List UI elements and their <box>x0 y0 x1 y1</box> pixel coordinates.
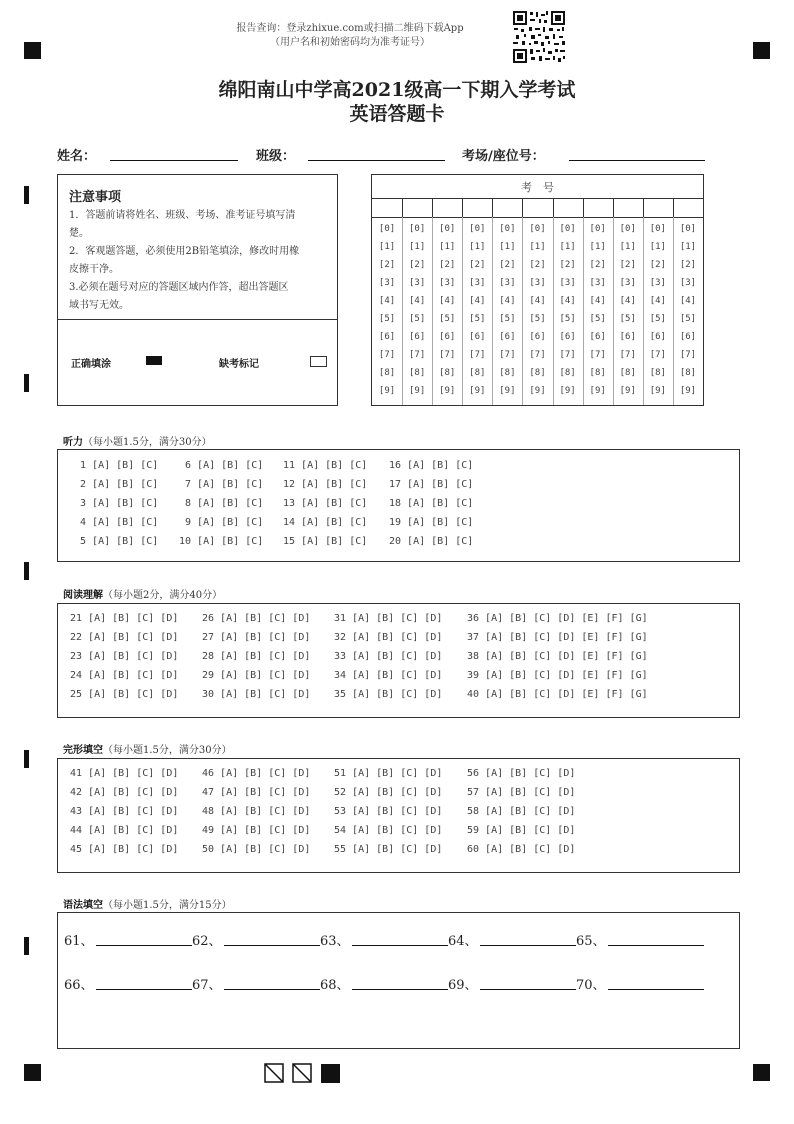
exam-id-column-divider <box>643 198 644 217</box>
seat-field[interactable] <box>569 160 705 161</box>
answer-row[interactable]: 58 [A] [B] [C] [D] <box>467 806 576 817</box>
exam-id-bubble[interactable]: [0] <box>529 224 546 234</box>
answer-row[interactable]: 51 [A] [B] [C] [D] <box>334 768 443 779</box>
exam-id-bubble[interactable]: [2] <box>408 260 426 270</box>
header-line-2: （用户名和初始密码均为准考证号） <box>270 37 430 48</box>
exam-id-bubble[interactable]: [1] <box>499 242 516 252</box>
exam-id-bubble[interactable]: [8] <box>679 368 697 378</box>
exam-id-bubble[interactable]: [5] <box>439 314 456 324</box>
grammar-item-number: 62、 <box>192 934 222 949</box>
exam-id-bubble[interactable]: [2] <box>499 260 516 270</box>
cloze-title-label: 完形填空 <box>63 745 103 756</box>
timing-bar <box>24 937 29 955</box>
correct-fill-label: 正确填涂 <box>71 359 111 370</box>
answer-row[interactable]: 54 [A] [B] [C] [D] <box>334 825 443 836</box>
exam-id-bubble[interactable]: [2] <box>679 260 697 270</box>
exam-id-bubble[interactable]: [0] <box>469 224 486 234</box>
timing-bar <box>24 750 29 768</box>
exam-id-bubble[interactable]: [3] <box>649 278 666 288</box>
answer-row[interactable]: 15 [A] [B] [C] <box>283 536 368 547</box>
notes-line: 2．客观题答题，必须使用2B铅笔填涂，修改时用橡 <box>69 246 300 257</box>
exam-id-bubble[interactable]: [6] <box>649 332 666 342</box>
grammar-blank[interactable] <box>96 945 192 946</box>
exam-id-bubble[interactable]: [1] <box>439 242 456 252</box>
grammar-item-number: 67、 <box>192 978 222 993</box>
answer-row[interactable]: 48 [A] [B] [C] [D] <box>202 806 311 817</box>
exam-id-bubble[interactable]: [5] <box>619 314 636 324</box>
exam-id-bubble[interactable]: [8] <box>499 368 516 378</box>
exam-id-bubble[interactable]: [0] <box>679 224 697 234</box>
exam-id-bubble[interactable]: [0] <box>559 224 576 234</box>
notes-line: 域书写无效。 <box>69 300 129 311</box>
answer-row[interactable]: 25 [A] [B] [C] [D] <box>70 689 179 700</box>
answer-row[interactable]: 30 [A] [B] [C] [D] <box>202 689 311 700</box>
answer-row[interactable]: 26 [A] [B] [C] [D] <box>202 613 311 624</box>
answer-row[interactable]: 38 [A] [B] [C] [D] [E] [F] [G] <box>467 651 648 662</box>
exam-id-column-divider <box>462 198 463 217</box>
answer-row[interactable]: 45 [A] [B] [C] [D] <box>70 844 179 855</box>
exam-id-bubble[interactable]: [9] <box>469 386 486 396</box>
answer-row[interactable]: 44 [A] [B] [C] [D] <box>70 825 179 836</box>
exam-id-bubble[interactable]: [4] <box>649 296 666 306</box>
answer-row[interactable]: 23 [A] [B] [C] [D] <box>70 651 179 662</box>
exam-id-bubble[interactable]: [8] <box>619 368 636 378</box>
absent-mark-checkbox[interactable] <box>310 356 327 367</box>
timing-bar <box>24 186 29 204</box>
cloze-title <box>63 741 232 756</box>
answer-row[interactable]: 28 [A] [B] [C] [D] <box>202 651 311 662</box>
answer-row[interactable]: 43 [A] [B] [C] [D] <box>70 806 179 817</box>
exam-id-bubble[interactable]: [2] <box>439 260 456 270</box>
exam-id-bubble[interactable]: [8] <box>408 368 426 378</box>
exam-id-bubble[interactable]: [9] <box>559 386 576 396</box>
answer-row[interactable]: 40 [A] [B] [C] [D] [E] [F] [G] <box>467 689 648 700</box>
exam-id-column-divider <box>402 198 403 217</box>
answer-row[interactable]: 35 [A] [B] [C] [D] <box>334 689 443 700</box>
registration-mark-top-left <box>24 42 41 59</box>
answer-row[interactable]: 41 [A] [B] [C] [D] <box>70 768 179 779</box>
exam-id-bubble[interactable]: [6] <box>529 332 546 342</box>
answer-row[interactable]: 60 [A] [B] [C] [D] <box>467 844 576 855</box>
absent-mark-label: 缺考标记 <box>219 359 259 370</box>
answer-row[interactable]: 24 [A] [B] [C] [D] <box>70 670 179 681</box>
exam-id-bubble[interactable]: [6] <box>679 332 697 342</box>
exam-id-bubble[interactable]: [8] <box>439 368 456 378</box>
title-line-1: 绵阳南山中学高2021级高一下期入学考试 <box>218 79 576 101</box>
exam-id-bubble[interactable]: [4] <box>589 296 606 306</box>
grammar-blank[interactable] <box>608 945 704 946</box>
grammar-item-number: 63、 <box>320 934 350 949</box>
notes-body <box>69 207 331 315</box>
exam-id-bubble[interactable]: [0] <box>589 224 606 234</box>
exam-id-bubble[interactable]: [0] <box>619 224 636 234</box>
seat-label: 考场/座位号： <box>462 149 545 164</box>
exam-id-title: 考 号 <box>521 181 554 194</box>
exam-id-bubble[interactable]: [7] <box>559 350 576 360</box>
exam-id-bubble[interactable]: [4] <box>408 296 426 306</box>
exam-id-bubble[interactable]: [8] <box>559 368 576 378</box>
exam-id-bubble[interactable]: [9] <box>589 386 606 396</box>
exam-id-bubble[interactable]: [4] <box>619 296 636 306</box>
listening-title-label: 听力 <box>63 437 83 448</box>
grammar-title-label: 语法填空 <box>63 900 103 911</box>
exam-id-bubble[interactable]: [5] <box>679 314 697 324</box>
answer-row[interactable]: 55 [A] [B] [C] [D] <box>334 844 443 855</box>
answer-row[interactable]: 17 [A] [B] [C] <box>389 479 474 490</box>
grammar-blank[interactable] <box>480 989 576 990</box>
exam-id-bubble[interactable]: [8] <box>649 368 666 378</box>
registration-mark-bottom-right <box>753 1064 770 1081</box>
exam-id-bubble[interactable]: [6] <box>589 332 606 342</box>
answer-row[interactable]: 33 [A] [B] [C] [D] <box>334 651 443 662</box>
answer-row[interactable]: 22 [A] [B] [C] [D] <box>70 632 179 643</box>
exam-id-bubble[interactable]: [1] <box>529 242 546 252</box>
grammar-item-number: 66、 <box>64 978 94 993</box>
exam-id-bubble[interactable]: [2] <box>649 260 666 270</box>
grammar-item-number: 69、 <box>448 978 478 993</box>
grammar-blank[interactable] <box>224 989 320 990</box>
grammar-blank[interactable] <box>480 945 576 946</box>
reading-box <box>57 603 740 718</box>
grammar-item-number: 68、 <box>320 978 350 993</box>
exam-id-bubble[interactable]: [5] <box>469 314 486 324</box>
timing-bar <box>24 562 29 580</box>
exam-id-bubble[interactable]: [7] <box>469 350 486 360</box>
correct-fill-sample <box>146 356 162 365</box>
exam-id-title-divider <box>372 198 703 199</box>
answer-row[interactable]: 42 [A] [B] [C] [D] <box>70 787 179 798</box>
notes-line: 1．答题前请将姓名、班级、考场、准考证号填写清 <box>69 210 296 221</box>
exam-id-bubble[interactable]: [8] <box>378 368 396 378</box>
exam-id-bubble[interactable]: [1] <box>559 242 576 252</box>
exam-id-bubble[interactable]: [3] <box>679 278 697 288</box>
answer-row[interactable]: 4 [A] [B] [C] <box>74 517 159 528</box>
exam-id-bubble[interactable]: [5] <box>589 314 606 324</box>
page-code-marks <box>264 1062 342 1084</box>
grammar-blank[interactable] <box>224 945 320 946</box>
exam-id-bubble[interactable]: [0] <box>649 224 666 234</box>
exam-id-bubble[interactable]: [6] <box>499 332 516 342</box>
exam-id-column-divider <box>583 198 584 217</box>
exam-id-bubble[interactable]: [0] <box>378 224 396 234</box>
exam-id-bubble[interactable]: [8] <box>589 368 606 378</box>
exam-id-bubble[interactable]: [4] <box>679 296 697 306</box>
answer-row[interactable]: 5 [A] [B] [C] <box>74 536 159 547</box>
exam-id-bubble[interactable]: [5] <box>378 314 396 324</box>
exam-id-bubble[interactable]: [5] <box>649 314 666 324</box>
cloze-box <box>57 758 740 873</box>
exam-id-bubble[interactable]: [4] <box>529 296 546 306</box>
notes-title: 注意事项 <box>69 190 122 205</box>
exam-id-bubble[interactable]: [8] <box>469 368 486 378</box>
answer-row[interactable]: 9 [A] [B] [C] <box>179 517 264 528</box>
exam-id-bubble[interactable]: [9] <box>619 386 636 396</box>
exam-id-bubble[interactable]: [4] <box>439 296 456 306</box>
listening-note: （每小题1.5分，满分30分） <box>83 437 212 448</box>
exam-id-bubble[interactable]: [1] <box>469 242 486 252</box>
exam-id-bubble[interactable]: [4] <box>499 296 516 306</box>
notes-divider <box>58 319 337 320</box>
grammar-blank[interactable] <box>352 989 448 990</box>
exam-id-bubble[interactable]: [1] <box>649 242 666 252</box>
class-label: 班级： <box>256 149 296 164</box>
answer-row[interactable]: 29 [A] [B] [C] [D] <box>202 670 311 681</box>
exam-id-bubble[interactable]: [7] <box>679 350 697 360</box>
grammar-box <box>57 912 740 1049</box>
exam-id-bubble[interactable]: [3] <box>589 278 606 288</box>
exam-id-column-divider <box>553 198 554 217</box>
exam-id-bubble[interactable]: [6] <box>619 332 636 342</box>
exam-id-bubble[interactable]: [3] <box>469 278 486 288</box>
exam-id-bubble[interactable]: [0] <box>439 224 456 234</box>
grammar-item-number: 65、 <box>576 934 606 949</box>
exam-id-bubble[interactable]: [5] <box>499 314 516 324</box>
grammar-item-number: 70、 <box>576 978 606 993</box>
exam-id-bubble[interactable]: [9] <box>439 386 456 396</box>
exam-id-bubble[interactable]: [3] <box>439 278 456 288</box>
exam-id-bubble[interactable]: [1] <box>679 242 697 252</box>
grammar-item-number: 64、 <box>448 934 478 949</box>
exam-id-column-divider <box>492 198 493 217</box>
grammar-title <box>63 896 232 911</box>
answer-row[interactable]: 6 [A] [B] [C] <box>179 460 264 471</box>
notes-line: 楚。 <box>69 228 89 239</box>
exam-id-bubble[interactable]: [9] <box>408 386 426 396</box>
exam-id-bubble[interactable]: [6] <box>469 332 486 342</box>
notes-line: 3.必须在题号对应的答题区域内作答，超出答题区 <box>69 282 289 293</box>
answer-row[interactable]: 3 [A] [B] [C] <box>74 498 159 509</box>
exam-id-bubble[interactable]: [6] <box>559 332 576 342</box>
answer-row[interactable]: 47 [A] [B] [C] [D] <box>202 787 311 798</box>
exam-id-bubble[interactable]: [3] <box>619 278 636 288</box>
reading-title-label: 阅读理解 <box>63 590 103 601</box>
name-field[interactable] <box>110 160 238 161</box>
exam-id-bubble[interactable]: [7] <box>499 350 516 360</box>
answer-row[interactable]: 27 [A] [B] [C] [D] <box>202 632 311 643</box>
answer-row[interactable]: 12 [A] [B] [C] <box>283 479 368 490</box>
answer-row[interactable]: 13 [A] [B] [C] <box>283 498 368 509</box>
exam-id-bubble[interactable]: [7] <box>619 350 636 360</box>
exam-id-bubble[interactable]: [7] <box>378 350 396 360</box>
listening-title <box>63 433 212 448</box>
grammar-blank[interactable] <box>608 989 704 990</box>
answer-row[interactable]: 8 [A] [B] [C] <box>179 498 264 509</box>
reading-note: （每小题2分，满分40分） <box>103 590 223 601</box>
exam-id-bubble[interactable]: [4] <box>469 296 486 306</box>
exam-id-bubble[interactable]: [6] <box>439 332 456 342</box>
exam-id-bubble[interactable]: [1] <box>589 242 606 252</box>
answer-row[interactable]: 19 [A] [B] [C] <box>389 517 474 528</box>
exam-id-bubble[interactable]: [8] <box>529 368 546 378</box>
exam-id-bubble[interactable]: [7] <box>589 350 606 360</box>
exam-id-bubble[interactable]: [6] <box>408 332 426 342</box>
exam-id-bubble[interactable]: [2] <box>529 260 546 270</box>
answer-row[interactable]: 50 [A] [B] [C] [D] <box>202 844 311 855</box>
answer-row[interactable]: 36 [A] [B] [C] [D] [E] [F] [G] <box>467 613 648 624</box>
exam-id-bubble[interactable]: [5] <box>408 314 426 324</box>
exam-id-bubble[interactable]: [9] <box>378 386 396 396</box>
exam-id-bubble[interactable]: [0] <box>408 224 426 234</box>
timing-bar <box>24 374 29 392</box>
header-line-1: 报告查询：登录zhixue.com或扫描二维码下载App <box>236 23 464 34</box>
exam-id-bubble[interactable]: [2] <box>589 260 606 270</box>
answer-row[interactable]: 37 [A] [B] [C] [D] [E] [F] [G] <box>467 632 648 643</box>
answer-row[interactable]: 1 [A] [B] [C] <box>74 460 159 471</box>
exam-id-bubble[interactable]: [3] <box>499 278 516 288</box>
exam-id-column-divider <box>613 198 614 217</box>
registration-mark-top-right <box>753 42 770 59</box>
answer-row[interactable]: 49 [A] [B] [C] [D] <box>202 825 311 836</box>
exam-id-column-divider <box>673 198 674 217</box>
exam-id-bubble[interactable]: [3] <box>408 278 426 288</box>
answer-row[interactable]: 53 [A] [B] [C] [D] <box>334 806 443 817</box>
answer-row[interactable]: 56 [A] [B] [C] [D] <box>467 768 576 779</box>
exam-id-bubble[interactable]: [4] <box>378 296 396 306</box>
exam-id-bubble[interactable]: [3] <box>378 278 396 288</box>
answer-row[interactable]: 10 [A] [B] [C] <box>179 536 264 547</box>
answer-row[interactable]: 59 [A] [B] [C] [D] <box>467 825 576 836</box>
listening-box <box>57 449 740 562</box>
notes-box <box>57 174 338 406</box>
exam-id-bubble[interactable]: [4] <box>559 296 576 306</box>
exam-id-bubble[interactable]: [2] <box>469 260 486 270</box>
exam-id-bubble[interactable]: [2] <box>378 260 396 270</box>
answer-row[interactable]: 34 [A] [B] [C] [D] <box>334 670 443 681</box>
exam-id-bubble[interactable]: [5] <box>559 314 576 324</box>
notes-line: 皮擦干净。 <box>69 264 119 275</box>
answer-row[interactable]: 20 [A] [B] [C] <box>389 536 474 547</box>
answer-row[interactable]: 7 [A] [B] [C] <box>179 479 264 490</box>
answer-row[interactable]: 18 [A] [B] [C] <box>389 498 474 509</box>
exam-id-bubble[interactable]: [5] <box>529 314 546 324</box>
exam-id-bubble[interactable]: [9] <box>499 386 516 396</box>
class-field[interactable] <box>308 160 445 161</box>
exam-id-bubble[interactable]: [3] <box>559 278 576 288</box>
answer-row[interactable]: 16 [A] [B] [C] <box>389 460 474 471</box>
answer-row[interactable]: 57 [A] [B] [C] [D] <box>467 787 576 798</box>
exam-id-bubble[interactable]: [9] <box>649 386 666 396</box>
reading-title <box>63 586 222 601</box>
cloze-note: （每小题1.5分，满分30分） <box>103 745 232 756</box>
grammar-note: （每小题1.5分，满分15分） <box>103 900 232 911</box>
exam-id-bubble[interactable]: [2] <box>559 260 576 270</box>
name-label: 姓名： <box>57 149 97 164</box>
exam-id-bubble[interactable]: [1] <box>378 242 396 252</box>
answer-row[interactable]: 14 [A] [B] [C] <box>283 517 368 528</box>
registration-mark-bottom-left <box>24 1064 41 1081</box>
page-title <box>0 78 794 126</box>
exam-id-bubble[interactable]: [1] <box>408 242 426 252</box>
exam-id-input-divider <box>372 217 703 218</box>
grammar-blank[interactable] <box>352 945 448 946</box>
answer-row[interactable]: 11 [A] [B] [C] <box>283 460 368 471</box>
exam-id-bubble[interactable]: [2] <box>619 260 636 270</box>
exam-id-bubble[interactable]: [9] <box>529 386 546 396</box>
answer-row[interactable]: 31 [A] [B] [C] [D] <box>334 613 443 624</box>
exam-id-bubble[interactable]: [0] <box>499 224 516 234</box>
exam-id-bubble[interactable]: [6] <box>378 332 396 342</box>
answer-row[interactable]: 21 [A] [B] [C] [D] <box>70 613 179 624</box>
exam-id-bubble[interactable]: [7] <box>439 350 456 360</box>
grammar-blank[interactable] <box>96 989 192 990</box>
answer-row[interactable]: 2 [A] [B] [C] <box>74 479 159 490</box>
answer-row[interactable]: 46 [A] [B] [C] [D] <box>202 768 311 779</box>
exam-id-bubble[interactable]: [1] <box>619 242 636 252</box>
exam-id-bubble[interactable]: [7] <box>408 350 426 360</box>
exam-id-bubble[interactable]: [7] <box>529 350 546 360</box>
title-line-2: 英语答题卡 <box>349 103 445 125</box>
header-info <box>200 22 500 50</box>
answer-row[interactable]: 52 [A] [B] [C] [D] <box>334 787 443 798</box>
exam-id-bubble[interactable]: [7] <box>649 350 666 360</box>
grammar-item-number: 61、 <box>64 934 94 949</box>
exam-id-column-divider <box>432 198 433 217</box>
qr-code-icon <box>512 10 566 64</box>
answer-row[interactable]: 32 [A] [B] [C] [D] <box>334 632 443 643</box>
exam-id-grid <box>371 174 704 406</box>
exam-id-column-divider <box>522 198 523 217</box>
answer-row[interactable]: 39 [A] [B] [C] [D] [E] [F] [G] <box>467 670 648 681</box>
exam-id-bubble[interactable]: [3] <box>529 278 546 288</box>
exam-id-bubble[interactable]: [9] <box>679 386 697 396</box>
